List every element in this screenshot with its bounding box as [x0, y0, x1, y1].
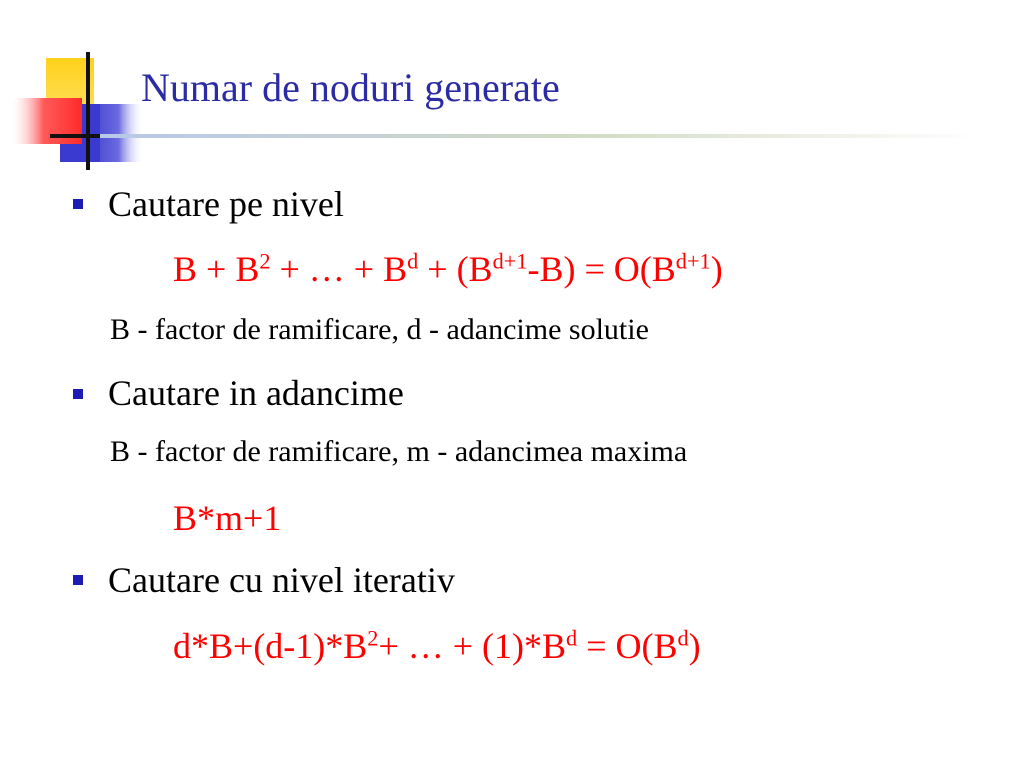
- formula-2: B*m+1: [173, 498, 282, 538]
- formula-1-part: B + B: [173, 249, 260, 289]
- formula-1-part: -B) = O(B: [527, 249, 676, 289]
- formula-1-part: + … + B: [270, 249, 408, 289]
- bullet-square: [73, 575, 83, 585]
- formula-3-exponent: d: [566, 625, 578, 651]
- slide-title: Numar de noduri generate: [141, 65, 560, 110]
- title-decoration: [0, 0, 150, 180]
- bullet-square: [73, 389, 83, 399]
- bullet-text-3: Cautare cu nivel iterativ: [108, 560, 455, 600]
- bullet-text-2: Cautare in adancime: [108, 373, 404, 413]
- title-underline: [100, 134, 980, 138]
- formula-1-exponent: d+1: [492, 248, 528, 274]
- formula-3-part: ): [688, 626, 701, 666]
- formula-1-part: ): [710, 249, 723, 289]
- note-2: B - factor de ramificare, m - adancimea maxima: [110, 435, 688, 468]
- formula-1-part: + (B: [418, 249, 493, 289]
- formula-1-exponent: d: [407, 248, 419, 274]
- formula-3-exponent: d: [677, 625, 689, 651]
- bullet-square: [73, 199, 83, 209]
- formula-3-part: + … + (1)*B: [378, 626, 567, 666]
- note-1: B - factor de ramificare, d - adancime solutie: [110, 313, 649, 346]
- formula-1-exponent: d+1: [675, 248, 711, 274]
- formula-3: [173, 625, 701, 666]
- formula-3-part: = O(B: [577, 626, 678, 666]
- formula-1: [173, 248, 723, 289]
- formula-3-exponent: 2: [367, 625, 379, 651]
- formula-3-part: d*B+(d-1)*B: [173, 626, 368, 666]
- formula-1-exponent: 2: [259, 248, 271, 274]
- bullet-text-1: Cautare pe nivel: [108, 184, 344, 224]
